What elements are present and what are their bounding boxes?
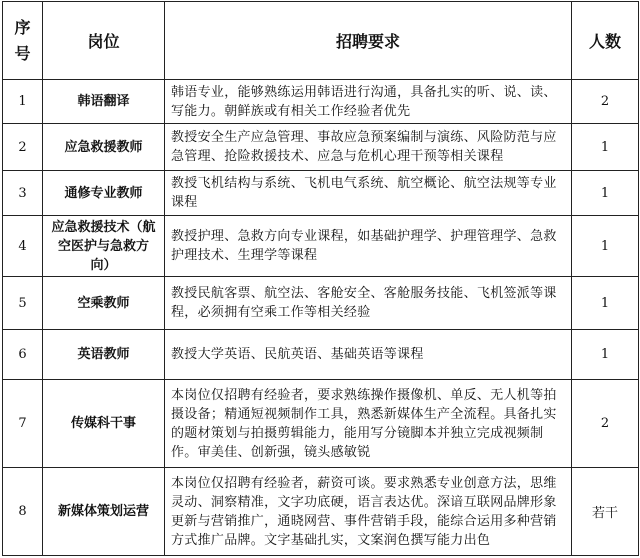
row-count: 1 (572, 330, 639, 380)
table-row (3, 216, 639, 277)
table-row (3, 80, 639, 124)
table-row (3, 171, 639, 216)
row-requirements: 教授护理、急救方向专业课程，如基础护理学、护理管理学、急救护理技术、生理学等课程 (165, 216, 572, 277)
row-requirements: 教授大学英语、民航英语、基础英语等课程 (165, 330, 572, 380)
row-requirements: 韩语专业，能够熟练运用韩语进行沟通，具备扎实的听、说、读、写能力。朝鲜族或有相关工作经验者优先 (165, 80, 572, 124)
header-row (3, 2, 639, 80)
row-requirements: 本岗位仅招聘有经验者，薪资可谈。要求熟悉专业创意方法，思维灵动、洞察精准，文字功底硬，语言表达优。深谙互联网品牌形象更新与营销推广，通晓网营、事件营销手段，能综合运用多种营销方式推广品牌。文字基础扎实，文案润色撰写能力出色 (165, 468, 572, 556)
row-position: 英语教师 (43, 330, 165, 380)
header-no-line2: 号 (14, 43, 31, 63)
row-no: 5 (3, 277, 43, 330)
row-no: 2 (3, 124, 43, 171)
recruitment-table (2, 1, 639, 556)
row-no: 3 (3, 171, 43, 216)
row-no: 4 (3, 216, 43, 277)
row-count: 2 (572, 80, 639, 124)
table-row (3, 124, 639, 171)
table-row (3, 468, 639, 556)
header-no (3, 2, 43, 80)
table-row (3, 330, 639, 380)
row-no: 8 (3, 468, 43, 556)
table-row (3, 277, 639, 330)
header-position: 岗位 (43, 2, 165, 80)
row-requirements: 教授安全生产应急管理、事故应急预案编制与演练、风险防范与应急管理、抢险救援技术、应急与危机心理干预等相关课程 (165, 124, 572, 171)
row-position: 韩语翻译 (43, 80, 165, 124)
row-count: 1 (572, 277, 639, 330)
row-position: 传媒科干事 (43, 380, 165, 468)
row-no: 1 (3, 80, 43, 124)
row-count: 若干 (572, 468, 639, 556)
row-position: 应急救援技术（航空医护与急救方向） (43, 216, 165, 277)
header-requirements: 招聘要求 (165, 2, 572, 80)
row-count: 1 (572, 171, 639, 216)
header-count: 人数 (572, 2, 639, 80)
row-position: 通修专业教师 (43, 171, 165, 216)
table-row (3, 380, 639, 468)
row-count: 1 (572, 124, 639, 171)
row-requirements: 本岗位仅招聘有经验者，要求熟练操作摄像机、单反、无人机等拍摄设备；精通短视频制作工具，熟悉新媒体生产全流程。具备扎实的题材策划与拍摄剪辑能力，能用写分镜脚本并独立完成视频制作。审美佳、创新强，镜头感敏锐 (165, 380, 572, 468)
row-no: 6 (3, 330, 43, 380)
row-position: 新媒体策划运营 (43, 468, 165, 556)
row-position: 空乘教师 (43, 277, 165, 330)
row-position: 应急救援教师 (43, 124, 165, 171)
row-count: 2 (572, 380, 639, 468)
row-no: 7 (3, 380, 43, 468)
row-requirements: 教授民航客票、航空法、客舱安全、客舱服务技能、飞机签派等课程，必须拥有空乘工作等相关经验 (165, 277, 572, 330)
header-no-line1: 序 (14, 17, 31, 37)
row-count: 1 (572, 216, 639, 277)
row-requirements: 教授飞机结构与系统、飞机电气系统、航空概论、航空法规等专业课程 (165, 171, 572, 216)
